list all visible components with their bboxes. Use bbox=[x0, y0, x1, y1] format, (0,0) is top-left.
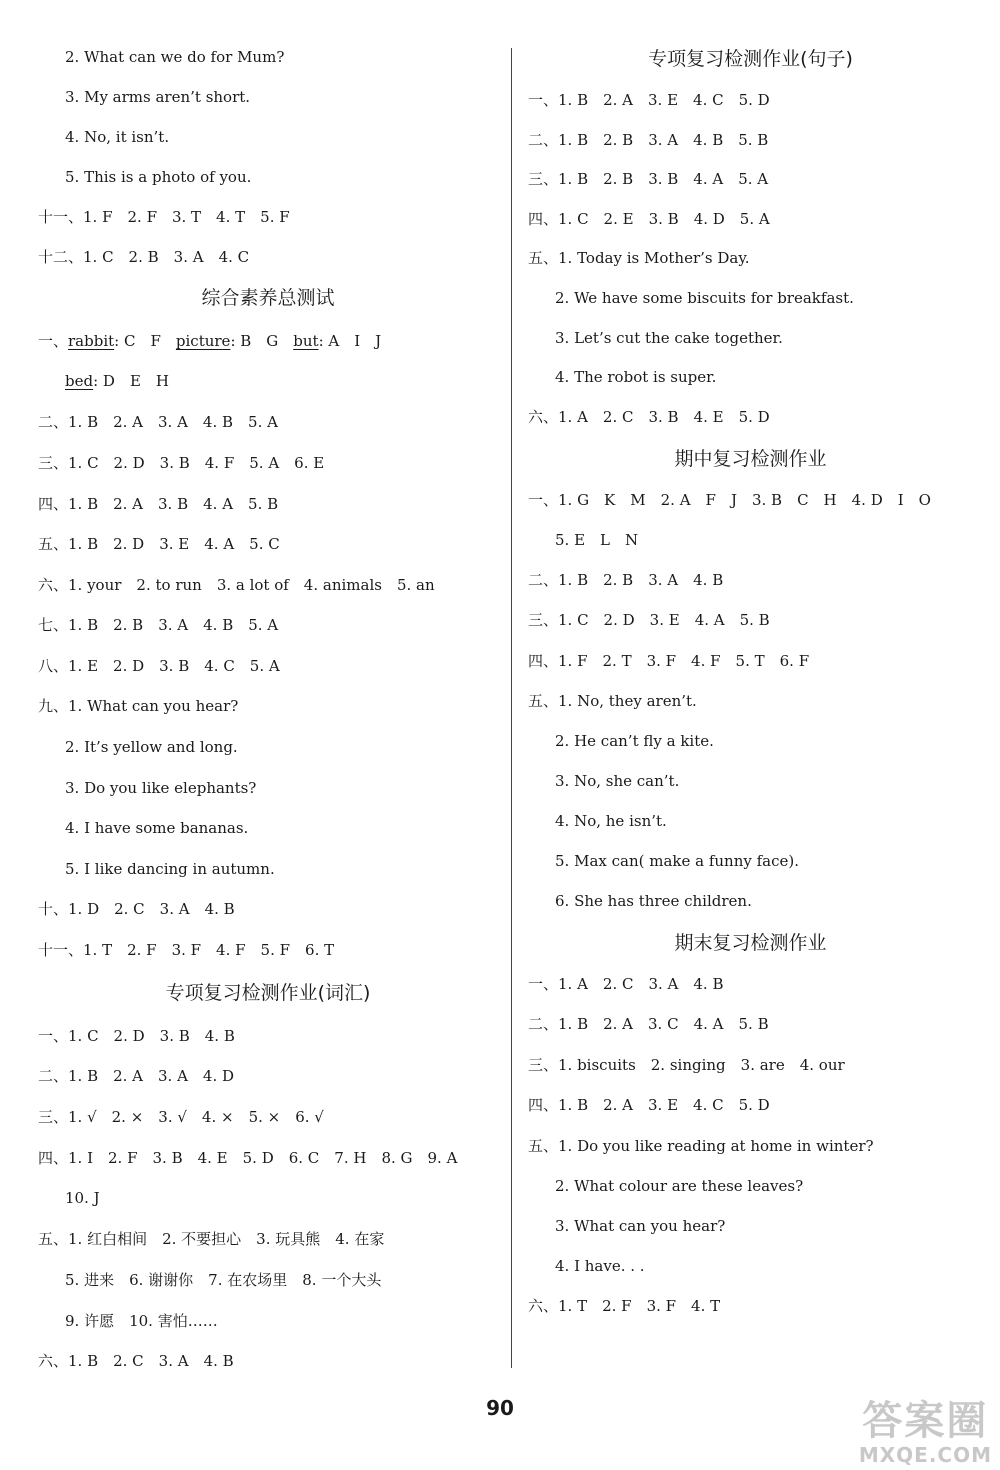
answer-line: 4. I have. . . bbox=[555, 1257, 645, 1275]
answer-line: 2. What can we do for Mum? bbox=[65, 48, 285, 66]
answer-line: 二、1. B 2. A 3. C 4. A 5. B bbox=[528, 1015, 769, 1033]
section-heading: 期末复习检测作业 bbox=[674, 932, 827, 954]
answer-line: 二、1. B 2. A 3. A 4. B 5. A bbox=[38, 413, 278, 431]
answer-line: 二、1. B 2. B 3. A 4. B bbox=[528, 571, 724, 589]
answer-line: 5. This is a photo of you. bbox=[65, 168, 252, 186]
word: but bbox=[293, 332, 319, 350]
answer-line-phonics bbox=[65, 371, 169, 391]
answer-line: 2. We have some biscuits for breakfast. bbox=[555, 289, 854, 307]
answer-line: 5. Max can( make a funny face). bbox=[555, 852, 800, 870]
answer-line: 3. My arms aren’t short. bbox=[65, 88, 251, 106]
answer-line: 一、1. B 2. A 3. E 4. C 5. D bbox=[528, 91, 770, 109]
word: picture bbox=[175, 332, 231, 350]
answer-line: 十一、1. T 2. F 3. F 4. F 5. F 6. T bbox=[38, 941, 335, 959]
answer-line: 三、1. B 2. B 3. B 4. A 5. A bbox=[528, 170, 769, 188]
answer-line: 八、1. E 2. D 3. B 4. C 5. A bbox=[38, 657, 280, 675]
answer-line: 五、1. Today is Mother’s Day. bbox=[528, 249, 750, 267]
answer-line: 9. 许愿 10. 害怕…… bbox=[65, 1312, 218, 1330]
answer-line: 4. No, it isn’t. bbox=[65, 128, 170, 146]
answer-line: 一、1. C 2. D 3. B 4. B bbox=[38, 1027, 235, 1045]
answer-line: 四、1. C 2. E 3. B 4. D 5. A bbox=[528, 210, 770, 228]
answer-line: 2. What colour are these leaves? bbox=[555, 1177, 804, 1195]
answer-line: 五、1. No, they aren’t. bbox=[528, 692, 697, 710]
answer-line: 六、1. your 2. to run 3. a lot of 4. animals 5. an bbox=[38, 576, 435, 594]
answer-line: 4. The robot is super. bbox=[555, 368, 717, 386]
answer-line-phonics bbox=[38, 331, 381, 351]
answer: : B G bbox=[230, 332, 294, 350]
answer-line: 三、1. √ 2. × 3. √ 4. × 5. × 6. √ bbox=[38, 1108, 324, 1126]
answer-line: 3. Do you like elephants? bbox=[65, 779, 257, 797]
section-heading: 综合素养总测试 bbox=[201, 287, 335, 309]
section-heading: 专项复习检测作业(句子) bbox=[648, 48, 853, 70]
answer-line: 4. No, he isn’t. bbox=[555, 812, 667, 830]
answer-line: 九、1. What can you hear? bbox=[38, 697, 239, 715]
answer-line: 七、1. B 2. B 3. A 4. B 5. A bbox=[38, 616, 279, 634]
answer-line: 六、1. A 2. C 3. B 4. E 5. D bbox=[528, 408, 770, 426]
answer-line: 十、1. D 2. C 3. A 4. B bbox=[38, 900, 235, 918]
answer-line: 4. I have some bananas. bbox=[65, 819, 249, 837]
section-heading: 期中复习检测作业 bbox=[674, 448, 827, 470]
answer-line: 四、1. B 2. A 3. E 4. C 5. D bbox=[528, 1096, 770, 1114]
page-number: 90 bbox=[486, 1396, 514, 1420]
answer-line: 五、1. B 2. D 3. E 4. A 5. C bbox=[38, 535, 280, 553]
answer-line: 3. What can you hear? bbox=[555, 1217, 726, 1235]
answer-line: 三、1. biscuits 2. singing 3. are 4. our bbox=[528, 1056, 845, 1074]
column-divider bbox=[511, 48, 512, 1368]
answer-line: 5. E L N bbox=[555, 531, 639, 549]
answer-line: 3. Let’s cut the cake together. bbox=[555, 329, 783, 347]
label: 一、 bbox=[38, 332, 69, 350]
answer-line: 四、1. I 2. F 3. B 4. E 5. D 6. C 7. H 8. G 9. A bbox=[38, 1149, 458, 1167]
watermark bbox=[859, 1398, 992, 1466]
answer-line: 5. 进来 6. 谢谢你 7. 在农场里 8. 一个大头 bbox=[65, 1271, 382, 1289]
answer: : D E H bbox=[93, 372, 169, 390]
answer-line: 十二、1. C 2. B 3. A 4. C bbox=[38, 248, 250, 266]
watermark-url: MXQE.COM bbox=[858, 1443, 992, 1467]
answer-line: 6. She has three children. bbox=[555, 892, 752, 910]
answer: : C F bbox=[114, 332, 176, 350]
answer-line: 一、1. A 2. C 3. A 4. B bbox=[528, 975, 724, 993]
word: bed bbox=[65, 372, 94, 390]
section-heading: 专项复习检测作业(词汇) bbox=[165, 982, 371, 1004]
answer-line: 五、1. Do you like reading at home in winter? bbox=[528, 1137, 874, 1155]
answer: : A I J bbox=[318, 332, 382, 350]
answer-line: 二、1. B 2. A 3. A 4. D bbox=[38, 1067, 235, 1085]
answer-line: 五、1. 红白相间 2. 不要担心 3. 玩具熊 4. 在家 bbox=[38, 1230, 385, 1248]
answer-line: 四、1. F 2. T 3. F 4. F 5. T 6. F bbox=[528, 652, 810, 670]
answer-line: 2. It’s yellow and long. bbox=[65, 738, 238, 756]
answer-line: 三、1. C 2. D 3. B 4. F 5. A 6. E bbox=[38, 454, 325, 472]
watermark-text: 答案圈 bbox=[862, 1398, 989, 1444]
answer-line: 四、1. B 2. A 3. B 4. A 5. B bbox=[38, 495, 279, 513]
answer-line: 3. No, she can’t. bbox=[555, 772, 680, 790]
answer-line: 二、1. B 2. B 3. A 4. B 5. B bbox=[528, 131, 769, 149]
word: rabbit bbox=[68, 332, 115, 350]
answer-line: 三、1. C 2. D 3. E 4. A 5. B bbox=[528, 611, 770, 629]
answer-line: 2. He can’t fly a kite. bbox=[555, 732, 714, 750]
answer-line: 一、1. G K M 2. A F J 3. B C H 4. D I O bbox=[528, 491, 931, 509]
answer-line: 六、1. B 2. C 3. A 4. B bbox=[38, 1352, 234, 1370]
answer-line: 六、1. T 2. F 3. F 4. T bbox=[528, 1297, 721, 1315]
answer-line: 十一、1. F 2. F 3. T 4. T 5. F bbox=[38, 208, 290, 226]
answer-line: 10. J bbox=[65, 1189, 100, 1207]
answer-line: 5. I like dancing in autumn. bbox=[65, 860, 275, 878]
